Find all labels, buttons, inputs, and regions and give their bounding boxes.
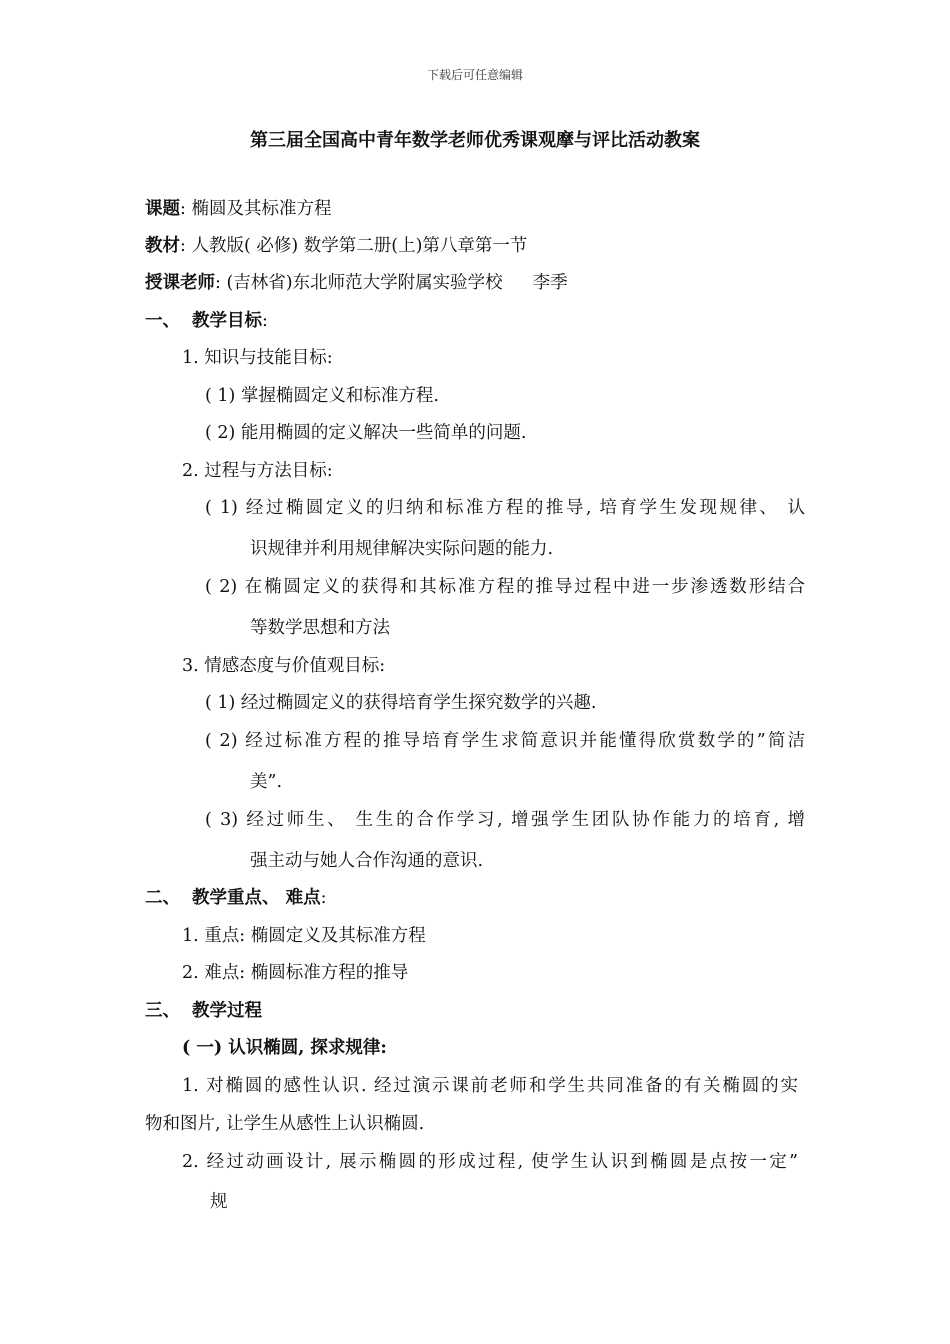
topic-line (145, 197, 331, 221)
section1-number: 一、 (145, 311, 180, 331)
teacher-line (145, 271, 568, 295)
section1-sub1-item1: ( 1) 掌握椭圆定义和标准方程. (205, 386, 439, 406)
section2-heading (145, 886, 327, 910)
section3-para1-line2: 物和图片, 让学生从感性上认识椭圆. (145, 1114, 425, 1134)
section3-sub1: ( 一) 认识椭圆, 探求规律: (182, 1038, 387, 1058)
teacher-name: 李季 (532, 273, 568, 293)
section1-title: 教学目标 (192, 311, 262, 331)
section2-number: 二、 (145, 888, 180, 908)
textbook-value: : 人教版( 必修) 数学第二册(上)第八章第一节 (180, 236, 528, 256)
section1-sub3: 3. 情感态度与价值观目标: (182, 656, 386, 676)
textbook-line (145, 234, 527, 258)
section1-sub3-item2-line1: ( 2) 经过标准方程的推导培育学生求简意识并能懂得欣赏数学的”简洁 (205, 731, 805, 751)
section3-para1-line1: 1. 对椭圆的感性认识. 经过演示课前老师和学生共同准备的有关椭圆的实 (182, 1076, 798, 1096)
section3-para2-line2: 规 (210, 1192, 228, 1212)
section1-sub2-item1-line2: 识规律并利用规律解决实际问题的能力. (250, 539, 554, 559)
section1-sub3-item3-line1: ( 3) 经过师生、 生生的合作学习, 增强学生团队协作能力的培育, 增 (205, 810, 805, 830)
section3-number: 三、 (145, 1001, 180, 1021)
section1-sub3-item2-line2: 美”. (250, 772, 283, 792)
section1-sub3-item1: ( 1) 经过椭圆定义的获得培育学生探究数学的兴趣. (205, 693, 597, 713)
document-title: 第三届全国高中青年数学老师优秀课观摩与评比活动教案 (250, 130, 700, 151)
section1-sub2: 2. 过程与方法目标: (182, 461, 333, 481)
section3-heading (145, 999, 262, 1023)
section1-sub2-item2-line2: 等数学思想和方法 (250, 618, 390, 638)
section1-sub2-item2-line1: ( 2) 在椭圆定义的获得和其标准方程的推导过程中进一步渗透数形结合 (205, 577, 805, 597)
section3-title: 教学过程 (192, 1001, 262, 1021)
section1-sub2-item1-line1: ( 1) 经过椭圆定义的归纳和标准方程的推导, 培育学生发现规律、 认 (205, 498, 805, 518)
section1-colon: : (262, 311, 268, 331)
teacher-label: 授课老师 (145, 273, 215, 293)
teacher-value: : (吉林省)东北师范大学附属实验学校 (215, 273, 503, 293)
textbook-label: 教材 (145, 236, 180, 256)
section1-sub1: 1. 知识与技能目标: (182, 348, 333, 368)
section2-colon: : (320, 888, 327, 908)
page-header-note: 下载后可任意编辑 (426, 68, 523, 82)
topic-label: 课题 (145, 199, 180, 219)
section2-title: 教学重点、 难点 (192, 888, 321, 908)
section2-item2: 2. 难点: 椭圆标准方程的推导 (182, 963, 409, 983)
section1-sub1-item2: ( 2) 能用椭圆的定义解决一些简单的问题. (205, 423, 527, 443)
topic-value: : 椭圆及其标准方程 (180, 199, 332, 219)
section2-item1: 1. 重点: 椭圆定义及其标准方程 (182, 926, 426, 946)
section1-sub3-item3-line2: 强主动与她人合作沟通的意识. (250, 851, 484, 871)
section3-para2-line1: 2. 经过动画设计, 展示椭圆的形成过程, 使学生认识到椭圆是点按一定” (182, 1152, 798, 1172)
section1-heading (145, 309, 268, 333)
